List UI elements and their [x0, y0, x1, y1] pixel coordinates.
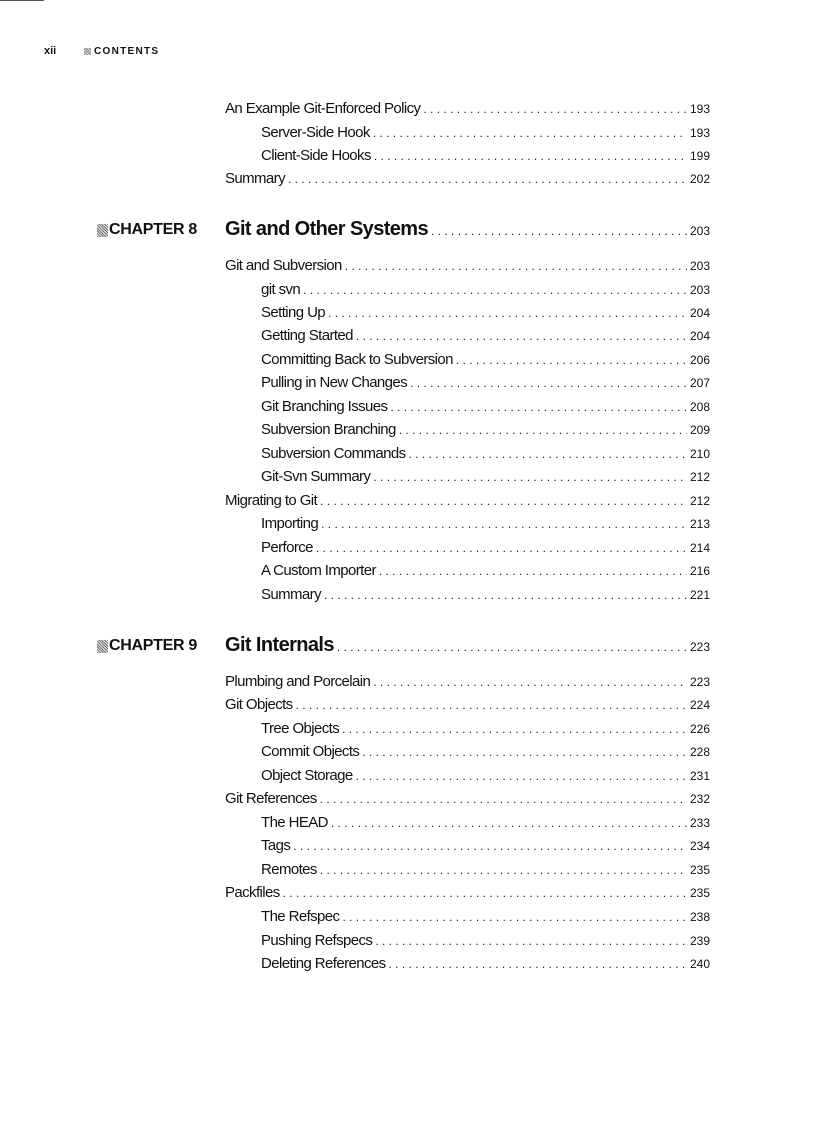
- toc-entry-page: 199: [689, 149, 710, 163]
- toc-entry-title: Committing Back to Subversion: [261, 351, 453, 368]
- toc-entry-title: Commit Objects: [261, 743, 360, 760]
- toc-entry-title: Server-Side Hook: [261, 124, 370, 141]
- leader-dots: [320, 494, 687, 508]
- toc-entry[interactable]: [261, 908, 710, 925]
- toc-entry[interactable]: [225, 673, 710, 690]
- chapter-9-page: 223: [689, 640, 710, 654]
- toc-entry[interactable]: [261, 767, 710, 784]
- chapter-8-label-text: CHAPTER 8: [109, 221, 197, 238]
- toc-entry[interactable]: [225, 696, 710, 713]
- toc-entry-title: Subversion Branching: [261, 421, 396, 438]
- chapter-8-heading[interactable]: [225, 218, 710, 241]
- toc-entry[interactable]: [261, 327, 710, 344]
- toc-entry-page: 231: [689, 769, 710, 783]
- toc-entry[interactable]: [225, 492, 710, 509]
- leader-dots: [423, 102, 687, 116]
- leader-dots: [410, 376, 687, 390]
- toc-entry[interactable]: [261, 837, 710, 854]
- toc-entry-page: 235: [689, 886, 710, 900]
- toc-entry-title: Pushing Refspecs: [261, 932, 373, 949]
- chapter-8-label: [97, 221, 197, 239]
- leader-dots: [296, 698, 687, 712]
- chapter-square-icon: [97, 224, 108, 237]
- toc-entry-title: Setting Up: [261, 304, 326, 321]
- leader-dots: [342, 910, 687, 924]
- chapter-8-page: 203: [689, 224, 710, 238]
- leader-dots: [379, 564, 687, 578]
- toc-entry[interactable]: [261, 351, 710, 368]
- toc-entry[interactable]: [225, 100, 710, 117]
- toc-entry-page: 216: [689, 564, 710, 578]
- toc-entry[interactable]: [261, 147, 710, 164]
- toc-entry-title: Remotes: [261, 861, 317, 878]
- toc-entry-page: 204: [689, 329, 710, 343]
- leader-dots: [373, 675, 687, 689]
- toc-entry-title: Object Storage: [261, 767, 353, 784]
- toc-entry-title: Summary: [261, 586, 321, 603]
- leader-dots: [283, 886, 687, 900]
- toc-entry-title: An Example Git-Enforced Policy: [225, 100, 421, 117]
- toc-entry[interactable]: [261, 932, 710, 949]
- toc-entry-title: Importing: [261, 515, 319, 532]
- toc-entry-page: 193: [689, 102, 710, 116]
- leader-dots: [316, 541, 687, 555]
- toc-entry-page: 239: [689, 934, 710, 948]
- header-square-icon: [84, 48, 91, 55]
- toc-entry[interactable]: [261, 468, 710, 485]
- toc-entry-page: 203: [689, 259, 710, 273]
- toc-entry[interactable]: [261, 374, 710, 391]
- toc-entry[interactable]: [261, 445, 710, 462]
- leader-dots: [375, 934, 687, 948]
- leader-dots: [320, 792, 687, 806]
- toc-entry-page: 238: [689, 910, 710, 924]
- toc-entry-page: 212: [689, 494, 710, 508]
- leader-dots: [390, 400, 687, 414]
- toc-entry-title: Packfiles: [225, 884, 280, 901]
- toc-entry[interactable]: [261, 720, 710, 737]
- leader-dots: [337, 640, 687, 654]
- toc-entry-page: 221: [689, 588, 710, 602]
- toc-entry-title: Client-Side Hooks: [261, 147, 371, 164]
- leader-dots: [389, 957, 687, 971]
- toc-entry-title: Plumbing and Porcelain: [225, 673, 371, 690]
- toc-entry-page: 233: [689, 816, 710, 830]
- toc-entry[interactable]: [261, 281, 710, 298]
- toc-entry[interactable]: [261, 515, 710, 532]
- leader-dots: [321, 517, 687, 531]
- toc-entry-title: Git-Svn Summary: [261, 468, 371, 485]
- running-header: [44, 43, 159, 59]
- toc-entry[interactable]: [261, 539, 710, 556]
- toc-entry[interactable]: [261, 955, 710, 972]
- leader-dots: [356, 329, 687, 343]
- chapter-9-label: [97, 637, 197, 655]
- toc-entry-page: 240: [689, 957, 710, 971]
- toc-entry[interactable]: [261, 398, 710, 415]
- leader-dots: [399, 423, 687, 437]
- leader-dots: [303, 283, 687, 297]
- leader-dots: [293, 839, 687, 853]
- toc-entry-title: Git References: [225, 790, 317, 807]
- chapter-square-icon: [97, 640, 108, 653]
- leader-dots: [431, 224, 687, 238]
- leader-dots: [331, 816, 687, 830]
- toc-entry-page: 224: [689, 698, 710, 712]
- chapter-9-title: Git Internals: [225, 634, 334, 656]
- chapter-8-title: Git and Other Systems: [225, 218, 429, 240]
- leader-dots: [288, 172, 687, 186]
- section-title: CONTENTS: [94, 45, 160, 57]
- leader-dots: [328, 306, 687, 320]
- toc-entry[interactable]: [225, 790, 710, 807]
- toc-entry-page: 193: [689, 126, 710, 140]
- toc-entry-page: 207: [689, 376, 710, 390]
- page-number: xii: [44, 45, 57, 57]
- toc-entry-title: Getting Started: [261, 327, 353, 344]
- toc-entry[interactable]: [261, 421, 710, 438]
- toc-entry[interactable]: [225, 884, 710, 901]
- toc-entry[interactable]: [261, 124, 710, 141]
- leader-dots: [373, 470, 687, 484]
- toc-entry-title: Pulling in New Changes: [261, 374, 408, 391]
- toc-entry-page: 223: [689, 675, 710, 689]
- toc-entry-page: 204: [689, 306, 710, 320]
- leader-dots: [374, 149, 687, 163]
- toc-entry-page: 228: [689, 745, 710, 759]
- top-rule: [0, 0, 44, 1]
- leader-dots: [320, 863, 687, 877]
- toc-entry-title: Deleting References: [261, 955, 386, 972]
- toc-entry-title: git svn: [261, 281, 301, 298]
- leader-dots: [373, 126, 687, 140]
- toc-entry-title: Subversion Commands: [261, 445, 406, 462]
- toc-entry[interactable]: [225, 257, 710, 274]
- leader-dots: [324, 588, 687, 602]
- toc-entry-title: A Custom Importer: [261, 562, 376, 579]
- chapter-9-heading[interactable]: [225, 634, 710, 657]
- toc-entry-title: Tags: [261, 837, 291, 854]
- toc-entry-title: Git Objects: [225, 696, 293, 713]
- toc-entry-page: 234: [689, 839, 710, 853]
- toc-entry-page: 210: [689, 447, 710, 461]
- toc-entry-title: The HEAD: [261, 814, 328, 831]
- toc-entry-page: 203: [689, 283, 710, 297]
- chapter-9-label-text: CHAPTER 9: [109, 637, 197, 654]
- toc-entry[interactable]: [225, 170, 710, 187]
- toc-entry-title: The Refspec: [261, 908, 340, 925]
- leader-dots: [362, 745, 687, 759]
- leader-dots: [409, 447, 687, 461]
- toc-entry[interactable]: [261, 743, 710, 760]
- toc-entry-page: 214: [689, 541, 710, 555]
- toc-entry[interactable]: [261, 814, 710, 831]
- leader-dots: [456, 353, 687, 367]
- toc-entry-title: Migrating to Git: [225, 492, 318, 509]
- toc-entry-page: 213: [689, 517, 710, 531]
- toc-entry-page: 202: [689, 172, 710, 186]
- toc-entry-page: 235: [689, 863, 710, 877]
- toc-entry-title: Git and Subversion: [225, 257, 342, 274]
- toc-entry-page: 208: [689, 400, 710, 414]
- toc-entry-page: 212: [689, 470, 710, 484]
- leader-dots: [345, 259, 687, 273]
- leader-dots: [356, 769, 687, 783]
- toc-entry[interactable]: [261, 586, 710, 603]
- toc-entry-page: 226: [689, 722, 710, 736]
- toc-entry-title: Summary: [225, 170, 285, 187]
- toc-entry-title: Git Branching Issues: [261, 398, 388, 415]
- toc-entry-page: 232: [689, 792, 710, 806]
- toc-entry-title: Tree Objects: [261, 720, 340, 737]
- toc-entry-title: Perforce: [261, 539, 313, 556]
- toc-entry[interactable]: [261, 562, 710, 579]
- toc-entry-page: 209: [689, 423, 710, 437]
- toc-entry[interactable]: [261, 861, 710, 878]
- toc-entry-page: 206: [689, 353, 710, 367]
- toc-entry[interactable]: [261, 304, 710, 321]
- leader-dots: [342, 722, 687, 736]
